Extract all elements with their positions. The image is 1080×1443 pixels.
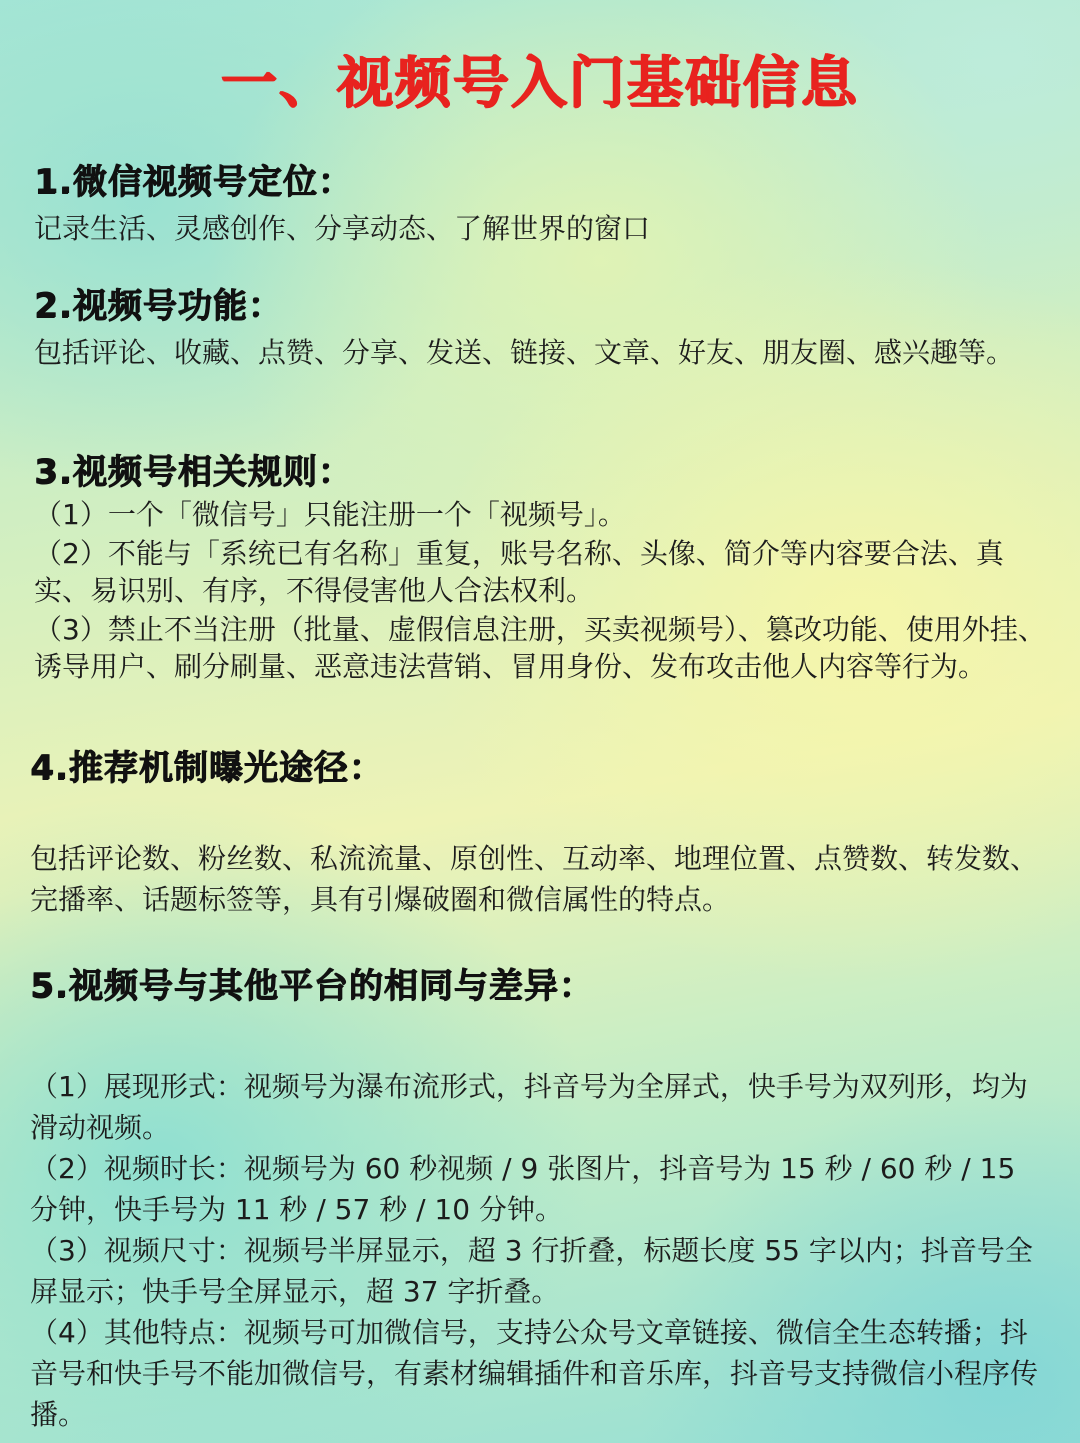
section-heading: 5.视频号与其他平台的相同与差异： [30,966,594,1006]
section-paragraph: 包括评论、收藏、点赞、分享、发送、链接、文章、好友、朋友圈、感兴趣等。 [34,336,1015,369]
comparison-item: （4）其他特点：视频号可加微信号，支持公众号文章链接、微信全生态转播；抖音号和快手号不能加微信号，有素材编辑插件和音乐库，抖音号支持微信小程序传播。 [30,1316,1039,1431]
rule-item: （2）不能与「系统已有名称」重复，账号名称、头像、简介等内容要合法、真实、易识别、有序，不得侵害他人合法权利。 [34,537,1004,607]
section-paragraph: 包括评论数、粉丝数、私流流量、原创性、互动率、地理位置、点赞数、转发数、完播率、话题标签等，具有引爆破圈和微信属性的特点。 [30,842,1039,916]
page-title: 一、视频号入门基础信息 [221,51,859,116]
comparison-item: （1）展现形式：视频号为瀑布流形式，抖音号为全屏式，快手号为双列形，均为滑动视频。 [30,1070,1028,1144]
section-heading: 1.微信视频号定位： [34,162,353,202]
section-heading: 4.推荐机制曝光途径： [30,748,384,788]
section-positioning [34,160,1054,247]
rule-item: （3）禁止不当注册（批量、虚假信息注册，买卖视频号）、篡改功能、使用外挂、诱导用户、刷分刷量、恶意违法营销、冒用身份、发布攻击他人内容等行为。 [34,613,1046,683]
comparison-item: （2）视频时长：视频号为 60 秒视频 / 9 张图片，抖音号为 15 秒 / 60 秒 / 15 分钟，快手号为 11 秒 / 57 秒 / 10 分钟。 [30,1152,1016,1226]
rule-item: （1）一个「微信号」只能注册一个「视频号」。 [34,498,626,531]
section-paragraph: 记录生活、灵感创作、分享动态、了解世界的窗口 [34,212,651,245]
section-heading: 2.视频号功能： [34,286,283,326]
section-platform-comparison [30,964,1050,1435]
section-recommendation [30,746,1050,920]
section-rules [34,450,1054,685]
section-heading: 3.视频号相关规则： [34,452,353,492]
comparison-item: （3）视频尺寸：视频号半屏显示，超 3 行折叠，标题长度 55 字以内；抖音号全屏显示；快手号全屏显示，超 37 字折叠。 [30,1234,1033,1308]
section-features [34,284,1054,371]
